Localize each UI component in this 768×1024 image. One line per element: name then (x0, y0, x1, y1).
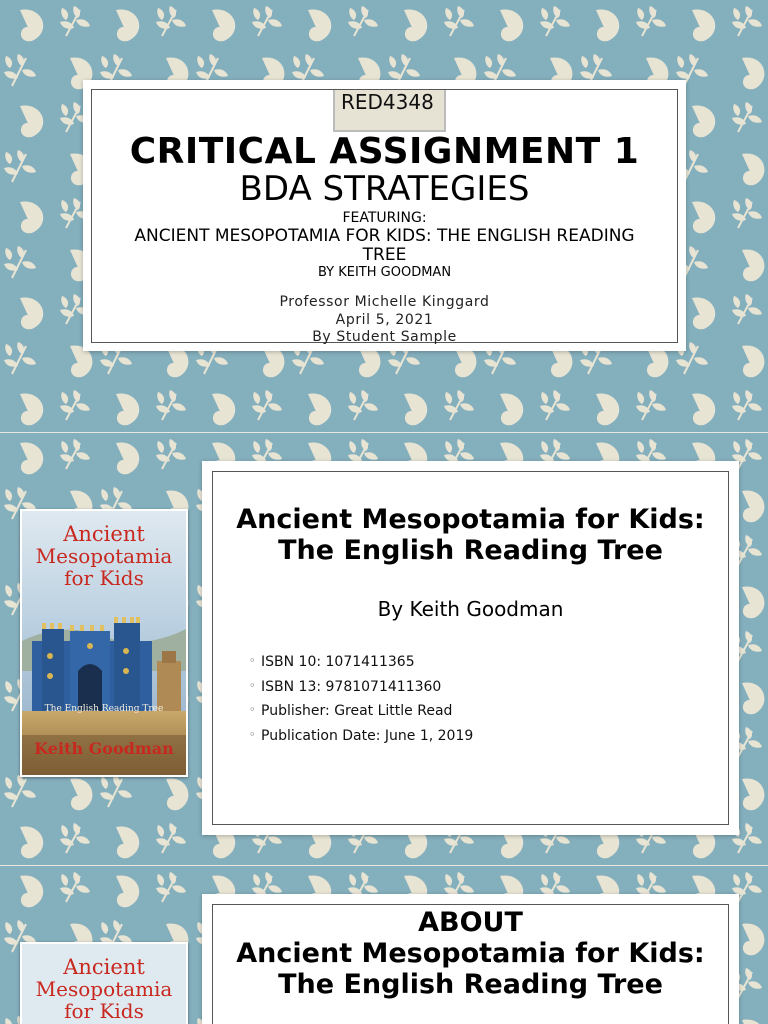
publication-date: Publication Date: June 1, 2019 (261, 727, 474, 744)
assignment-subtitle: BDA STRATEGIES (239, 169, 530, 209)
featured-book-author: BY KEITH GOODMAN (317, 265, 452, 280)
bullet-icon: ◦ (249, 678, 256, 692)
book-info-card (202, 461, 739, 835)
about-heading: ABOUT (418, 907, 523, 938)
assignment-meta (92, 294, 677, 347)
book-cover-image (20, 942, 188, 1024)
cover-title-line-2: Mesopotamia (35, 544, 173, 568)
isbn-13: ISBN 13: 9781071411360 (261, 678, 442, 695)
cover-title-line-3: for Kids (64, 566, 144, 590)
cover-title-line-2: Mesopotamia (35, 977, 173, 1001)
bullet-icon: ◦ (249, 654, 256, 667)
cover-title-line-3: for Kids (64, 999, 144, 1023)
book-author: By Keith Goodman (377, 597, 564, 621)
list-item (249, 724, 473, 749)
cover-author: Keith Goodman (34, 739, 174, 758)
isbn-10: ISBN 10: 1071411365 (261, 654, 415, 670)
featuring-label: FEATURING: (342, 210, 427, 226)
cover-title-line-1: Ancient (63, 955, 145, 979)
about-slide (0, 866, 768, 1024)
book-cover-art (22, 944, 186, 1024)
book-info-slide (0, 433, 768, 865)
title-card-frame (91, 89, 678, 343)
assignment-date: April 5, 2021 (335, 311, 434, 328)
list-item (249, 675, 473, 700)
student-name: By Student Sample (312, 329, 457, 345)
course-code-tag: RED4348 (333, 90, 446, 132)
book-info-frame (212, 471, 729, 825)
about-card-frame (212, 904, 729, 1024)
professor-name: Professor Michelle Kinggard (279, 294, 490, 310)
cover-series: The English Reading Tree (44, 704, 164, 714)
list-item (249, 650, 473, 675)
featured-book-title: ANCIENT MESOPOTAMIA FOR KIDS: THE ENGLISH READING TREE (134, 226, 635, 265)
book-cover-image (20, 509, 188, 777)
title-slide (0, 0, 768, 432)
book-details-list (249, 650, 473, 748)
cover-title-line-1: Ancient (63, 522, 145, 546)
about-book-title: Ancient Mesopotamia for Kids: The English Reading Tree (236, 938, 705, 1000)
about-card (202, 894, 739, 1024)
book-title: Ancient Mesopotamia for Kids: The English Reading Tree (236, 504, 705, 566)
publisher: Publisher: Great Little Read (261, 703, 453, 719)
assignment-title: CRITICAL ASSIGNMENT 1 (129, 131, 640, 172)
list-item (249, 699, 473, 724)
title-card (83, 80, 686, 351)
bullet-icon: ◦ (249, 727, 256, 741)
bullet-icon: ◦ (249, 703, 256, 716)
book-cover-art (22, 511, 186, 775)
